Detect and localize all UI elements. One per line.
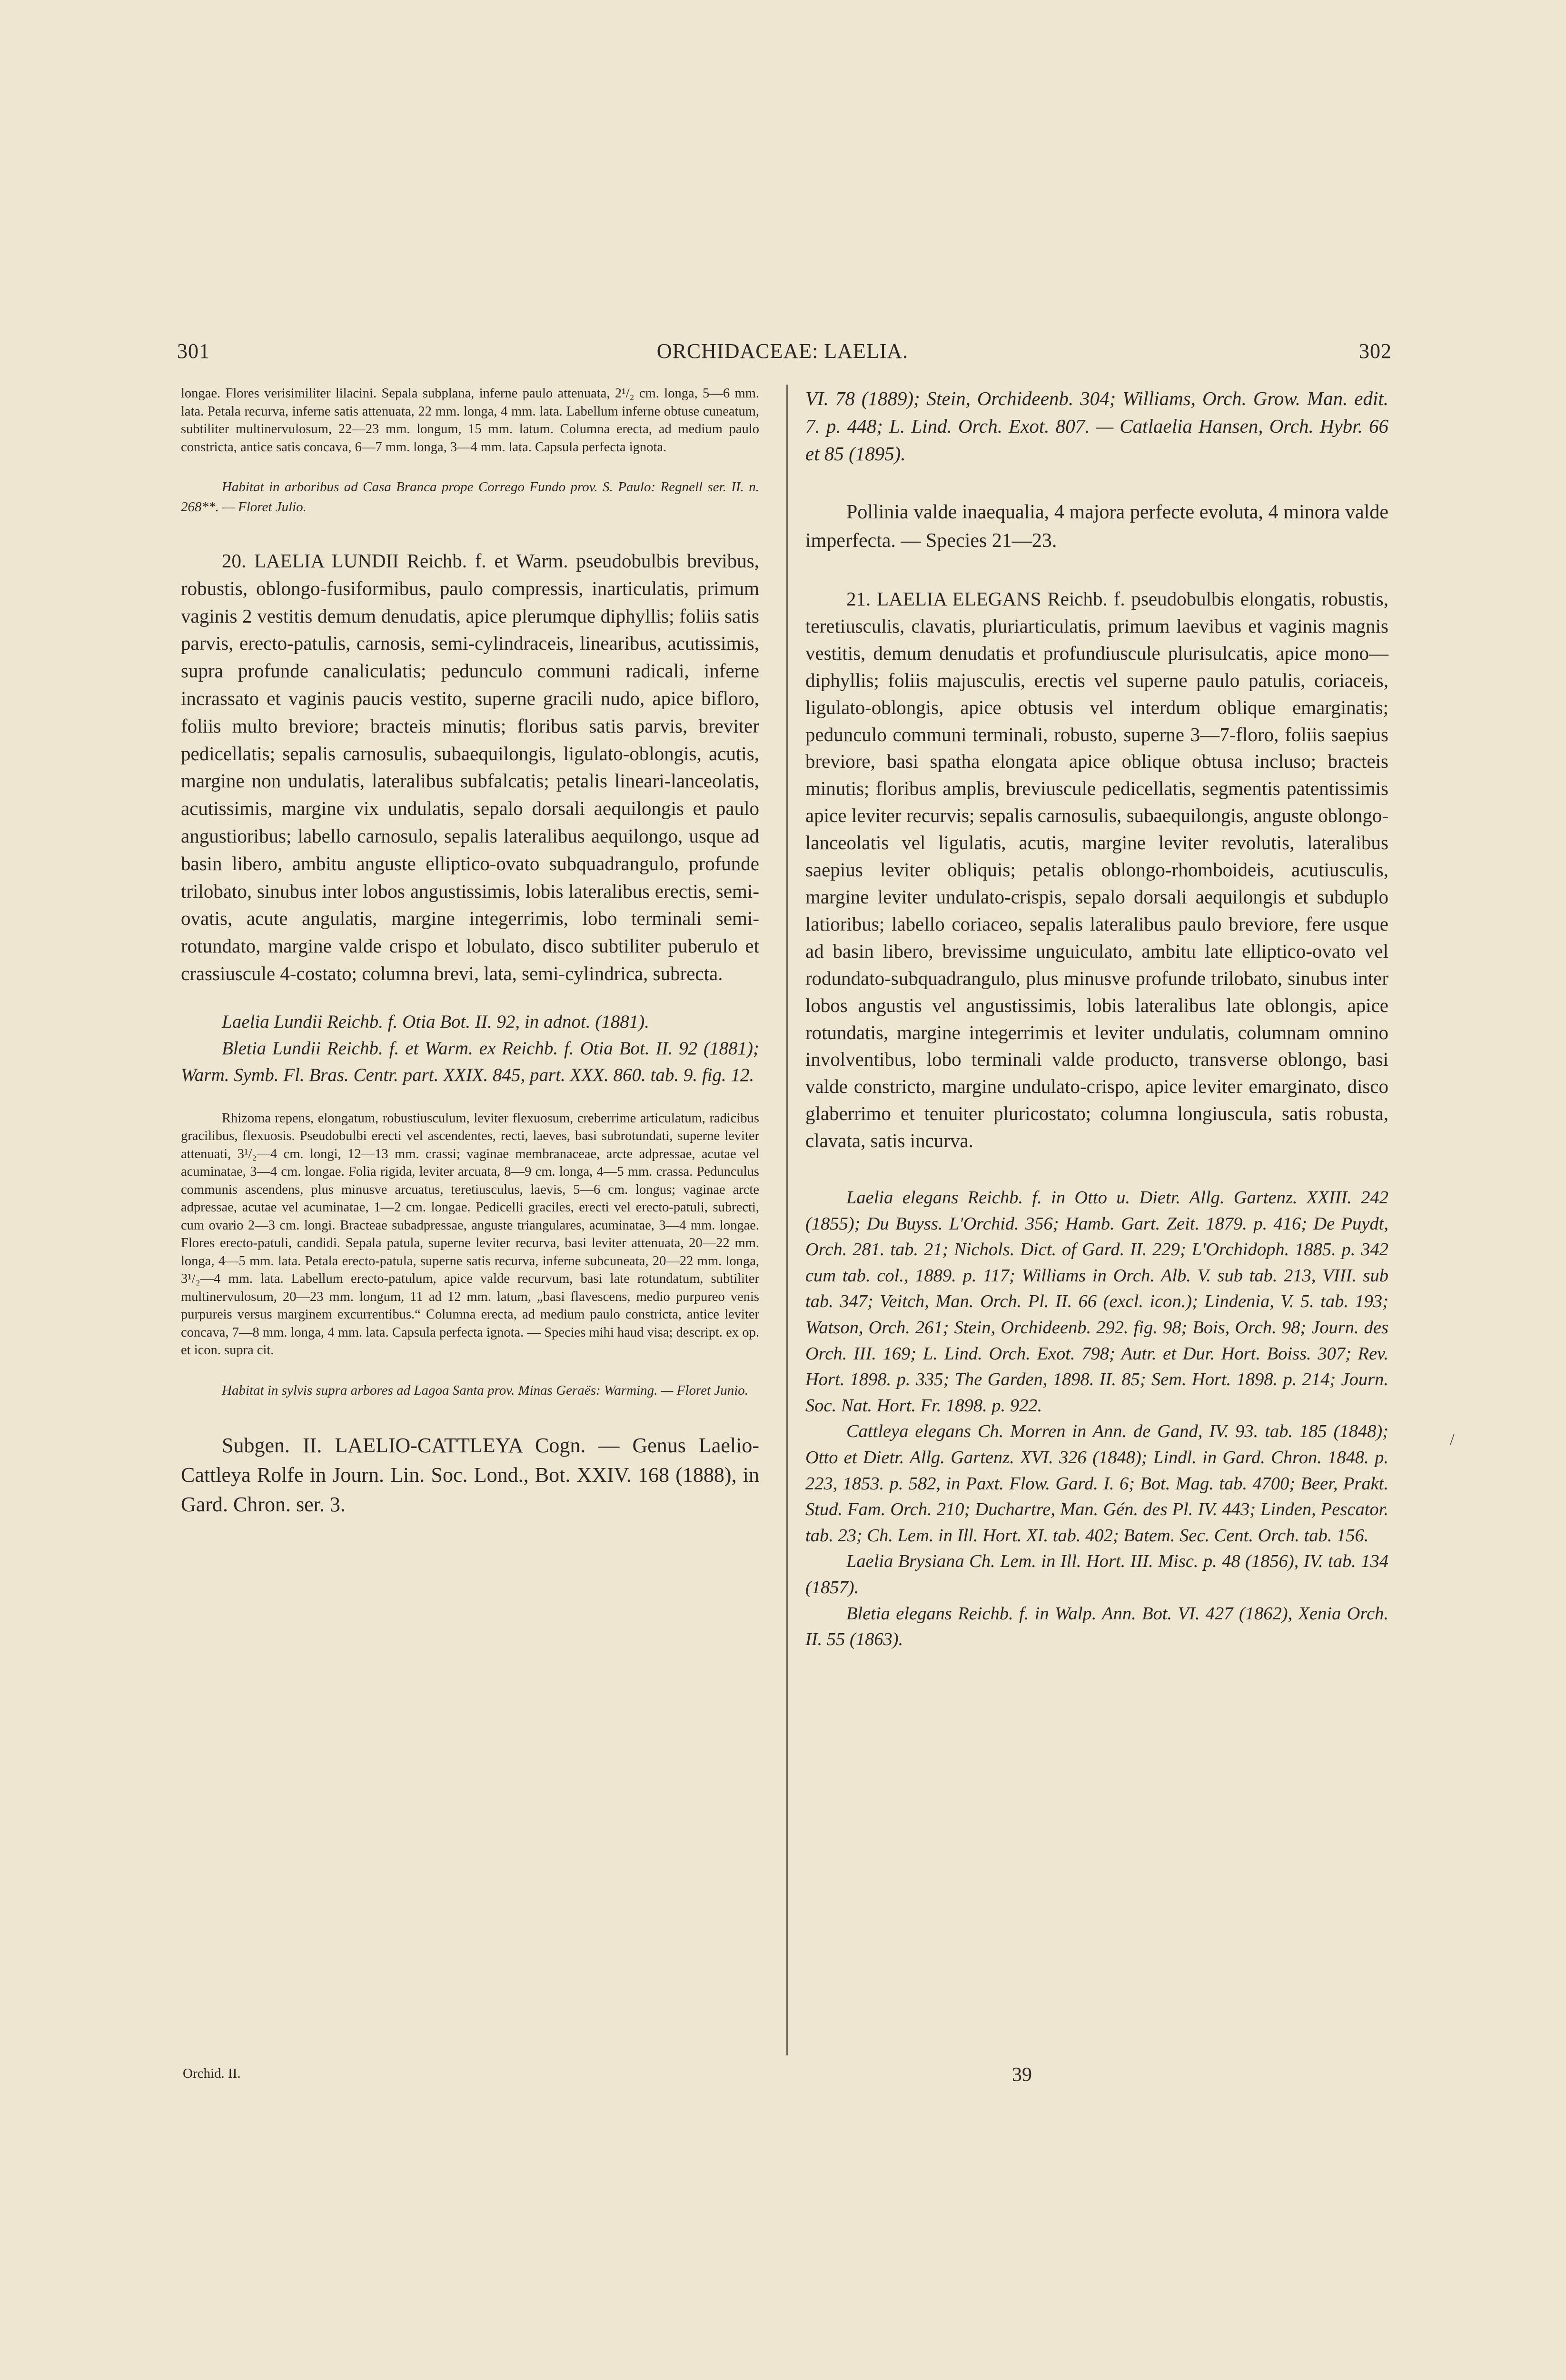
habitat-note: Habitat in arboribus ad Casa Branca prope Corrego Fundo prov. S. Paulo: Regnell ser. II. n. 268**. — Floret Julio. — [181, 479, 759, 515]
species-20-synonym: Bletia Lundii Reichb. f. et Warm. ex Reichb. f. Otia Bot. II. 92 (1881); Warm. Symb. Fl. Bras. Centr. part. XXIX. 845, part. XXX. 860. tab. 9. fig. 12. — [181, 1038, 759, 1085]
subgenus-heading: Subgen. II. LAELIO-CATTLEYA Cogn. — Genus Laelio-Cattleya Rolfe in Journ. Lin. Soc. Lond., Bot. XXIV. 168 (1888), in Gard. Chron. ser. 3. — [181, 1433, 759, 1516]
species-21-synonym: Laelia Brysiana Ch. Lem. in Ill. Hort. III. Misc. p. 48 (1856), IV. tab. 134 (1857). — [805, 1551, 1388, 1597]
signature-mark: 39 — [1012, 2064, 1032, 2086]
habitat-note: Habitat in sylvis supra arbores ad Lagoa Santa prov. Minas Geraës: Warming. — Floret Junio. — [222, 1382, 749, 1398]
species-20-description: Rhizoma repens, elongatum, robustiusculum, leviter flexuosum, creberrime articulatum, radicibus gracilibus, flexuosis. Pseudobulbi erecti vel ascendentes, recti, laeves, basi subrotundati, superne leviter attenuati, 3¹/₂—4 cm. longi, 12—13 mm. crassi; vaginae membranaceae, arcte adpressae, acutae vel acuminatae, 3—4 cm. longae. Folia rigida, leviter arcuata, 8—9 cm. longa, 4—5 mm. crassa. Pedunculus communis ascendens, plus minusve arcuatus, teretiusculus, laevis, 5—6 cm. longus; vaginae arcte adpressae, acutae vel acuminatae, 1—2 cm. longae. Pedicelli graciles, erecti vel erecto-patuli, subrecti, cum ovario 2—3 cm. longi. Bracteae subadpressae, anguste triangulares, acuminatae, 3—4 mm. longae. Flores erecto-patuli, candidi. Sepala patula, superne leviter recurva, basi leviter attenuata, 20—22 mm. longa, 4—5 mm. lata. Petala erecto-patula, superne satis recurva, inferne subcuneata, 20—22 mm. longa, 3¹/₂—4 mm. lata. Labellum erecto-patulum, apice valde recurvum, basi late rotundatum, subtiliter multinervulosum, 20—23 mm. longum, 11 ad 12 mm. latum, „basi flavescens, medio purpureo venis purpureis versus marginem excurrentibus.“ Columna erecta, ad medium paulo constricta, antice leviter concava, 7—8 mm. longa, 4 mm. lata. Capsula perfecta ignota. — Species mihi haud visa; descript. ex op. et icon. supra cit. — [181, 1111, 759, 1358]
right-column — [805, 385, 1388, 1653]
page-number-right: 302 — [1359, 339, 1392, 363]
description-continuation: longae. Flores verisimiliter lilacini. Sepala subplana, inferne paulo attenuata, 2¹/₂ cm. longa, 5—6 mm. lata. Petala recurva, inferne satis attenuata, 22 mm. longa, 4 mm. lata. Labellum inferne obtuse cuneatum, subtiliter multinervulosum, 22—23 mm. longum, 15 mm. latum. Columna erecta, ad medium paulo constricta, antice satis concava, 6—7 mm. longa, 3—4 mm. lata. Capsula perfecta ignota. — [181, 386, 759, 455]
page-number-left: 301 — [177, 339, 210, 363]
page-header — [173, 339, 1392, 372]
left-column — [181, 385, 759, 1519]
species-21-diagnosis: 21. LAELIA ELEGANS Reichb. f. pseudobulbis elongatis, robustis, teretiusculis, clavatis, pluriarticulatis, primum laevibus et vaginis magnis vestitis, demum denudatis et profundiuscule plurisulcatis, apice mono—diphyllis; foliis majusculis, erectis vel superne paulo patulis, coriaceis, ligulato-oblongis, apice obtusis vel interdum oblique emarginatis; pedunculo communi terminali, robusto, superne 3—7-floro, foliis saepius breviore, basi spatha elongata apice oblique obtusa incluso; bracteis minutis; floribus amplis, breviuscule pedicellatis, segmentis patentissimis apice leviter recurvis; sepalis carnosulis, subaequilongis, anguste oblongo-lanceolatis vel ligulatis, acutis, margine leviter revolutis, lateralibus saepius leviter obliquis; petalis oblongo-rhomboideis, acutiusculis, margine leviter undulato-crispis, sepalo dorsali aequilongis et subduplo latioribus; labello coriaceo, sepalis lateralibus paulo breviore, fere usque ad basin libero, brevissime unguiculato, ambitu late elliptico-ovato vel rodundato-subquadrangulo, plus minusve profunde trilobato, sinubus inter lobos angustis vel angustissimis, lobis lateralibus late oblongis, apice rotundatis, margine integerrimis et leviter undulatis, columnam omnino involventibus, lobo terminali valde producto, transverse oblongo, basi valde constricto, margine undulato-crispo, apice leviter emarginato, disco glaberrimo et tenuiter pluricostato; columna longiuscula, satis robusta, clavata, satis incurva. — [805, 588, 1388, 1152]
running-title: ORCHIDACEAE: LAELIA. — [656, 339, 909, 363]
column-divider — [786, 385, 788, 2055]
species-21-reference: Laelia elegans Reichb. f. in Otto u. Dietr. Allg. Gartenz. XXIII. 242 (1855); Du Buyss. L'Orchid. 356; Hamb. Gart. Zeit. 1879. p. 416; De Puydt, Orch. 281. tab. 21; Nichols. Dict. of Gard. II. 229; L'Orchidoph. 1885. p. 342 cum tab. col., 1889. p. 117; Williams in Orch. Alb. V. sub tab. 213, VIII. sub tab. 347; Veitch, Man. Orch. Pl. II. 66 (excl. icon.); Lindenia, V. 5. tab. 193; Watson, Orch. 261; Stein, Orchideenb. 292. fig. 98; Bois, Orch. 98; Journ. des Orch. III. 169; L. Lind. Orch. Exot. 798; Autr. et Dur. Hort. Boiss. 307; Rev. Hort. 1898. p. 335; The Garden, 1898. II. 85; Sem. Hort. 1898. p. 214; Journ. Soc. Nat. Hort. Fr. 1898. p. 922. — [805, 1188, 1388, 1416]
footer-volume: Orchid. II. — [183, 2066, 241, 2081]
pollinia-note: Pollinia valde inaequalia, 4 majora perfecte evoluta, 4 minora valde imperfecta. — Species 21—23. — [805, 501, 1388, 552]
margin-mark: / — [1450, 1431, 1455, 1448]
species-21-synonym: Cattleya elegans Ch. Morren in Ann. de Gand, IV. 93. tab. 185 (1848); Otto et Dietr. Allg. Gartenz. XVI. 326 (1848); Lindl. in Gard. Chron. 1848. p. 223, 1853. p. 582, in Paxt. Flow. Gard. I. 6; Bot. Mag. tab. 4700; Beer, Prakt. Stud. Fam. Orch. 210; Duchartre, Man. Gén. des Pl. IV. 443; Linden, Pescator. tab. 23; Ch. Lem. in Ill. Hort. XI. tab. 402; Batem. Sec. Cent. Orch. tab. 156. — [805, 1421, 1388, 1546]
species-21-synonym: Bletia elegans Reichb. f. in Walp. Ann. Bot. VI. 427 (1862), Xenia Orch. II. 55 (1863). — [805, 1603, 1388, 1650]
species-20-diagnosis: 20. LAELIA LUNDII Reichb. f. et Warm. pseudobulbis brevibus, robustis, oblongo-fusiformibus, paulo compressis, inarticulatis, primum vaginis 2 vestitis demum denudatis, apice plerumque diphyllis; foliis satis parvis, erecto-patulis, carnosis, semi-cylindraceis, linearibus, acutissimis, supra profunde canaliculatis; pedunculo communi radicali, inferne incrassato et vaginis paucis vestito, superne gracili nudo, apice bifloro, foliis multo breviore; bracteis minutis; floribus satis parvis, breviter pedicellatis; sepalis carnosulis, subaequilongis, ligulato-oblongis, acutis, margine non undulatis, lateralibus subfalcatis; petalis lineari-lanceolatis, acutissimis, margine vix undulatis, sepalo dorsali aequilongis et paulo angustioribus; labello carnosulo, sepalis lateralibus aequilongo, usque ad basin libero, ambitu anguste elliptico-ovato subquadrangulo, profunde trilobato, sinubus inter lobos angustissimis, lobis lateralibus erectis, semi-ovatis, acute angulatis, margine integerrimis, lobo terminali semi-rotundato, margine valde crispo et lobulato, disco subtiliter puberulo et crassiuscule 4-costato; columna brevi, lata, semi-cylindrica, subrecta. — [181, 550, 759, 984]
subgenus-continuation: VI. 78 (1889); Stein, Orchideenb. 304; Williams, Orch. Grow. Man. edit. 7. p. 448; L. Lind. Orch. Exot. 807. — Catlaelia Hansen, Orch. Hybr. 66 et 85 (1895). — [805, 387, 1388, 465]
species-20-reference: Laelia Lundii Reichb. f. Otia Bot. II. 92, in adnot. (1881). — [222, 1011, 650, 1032]
